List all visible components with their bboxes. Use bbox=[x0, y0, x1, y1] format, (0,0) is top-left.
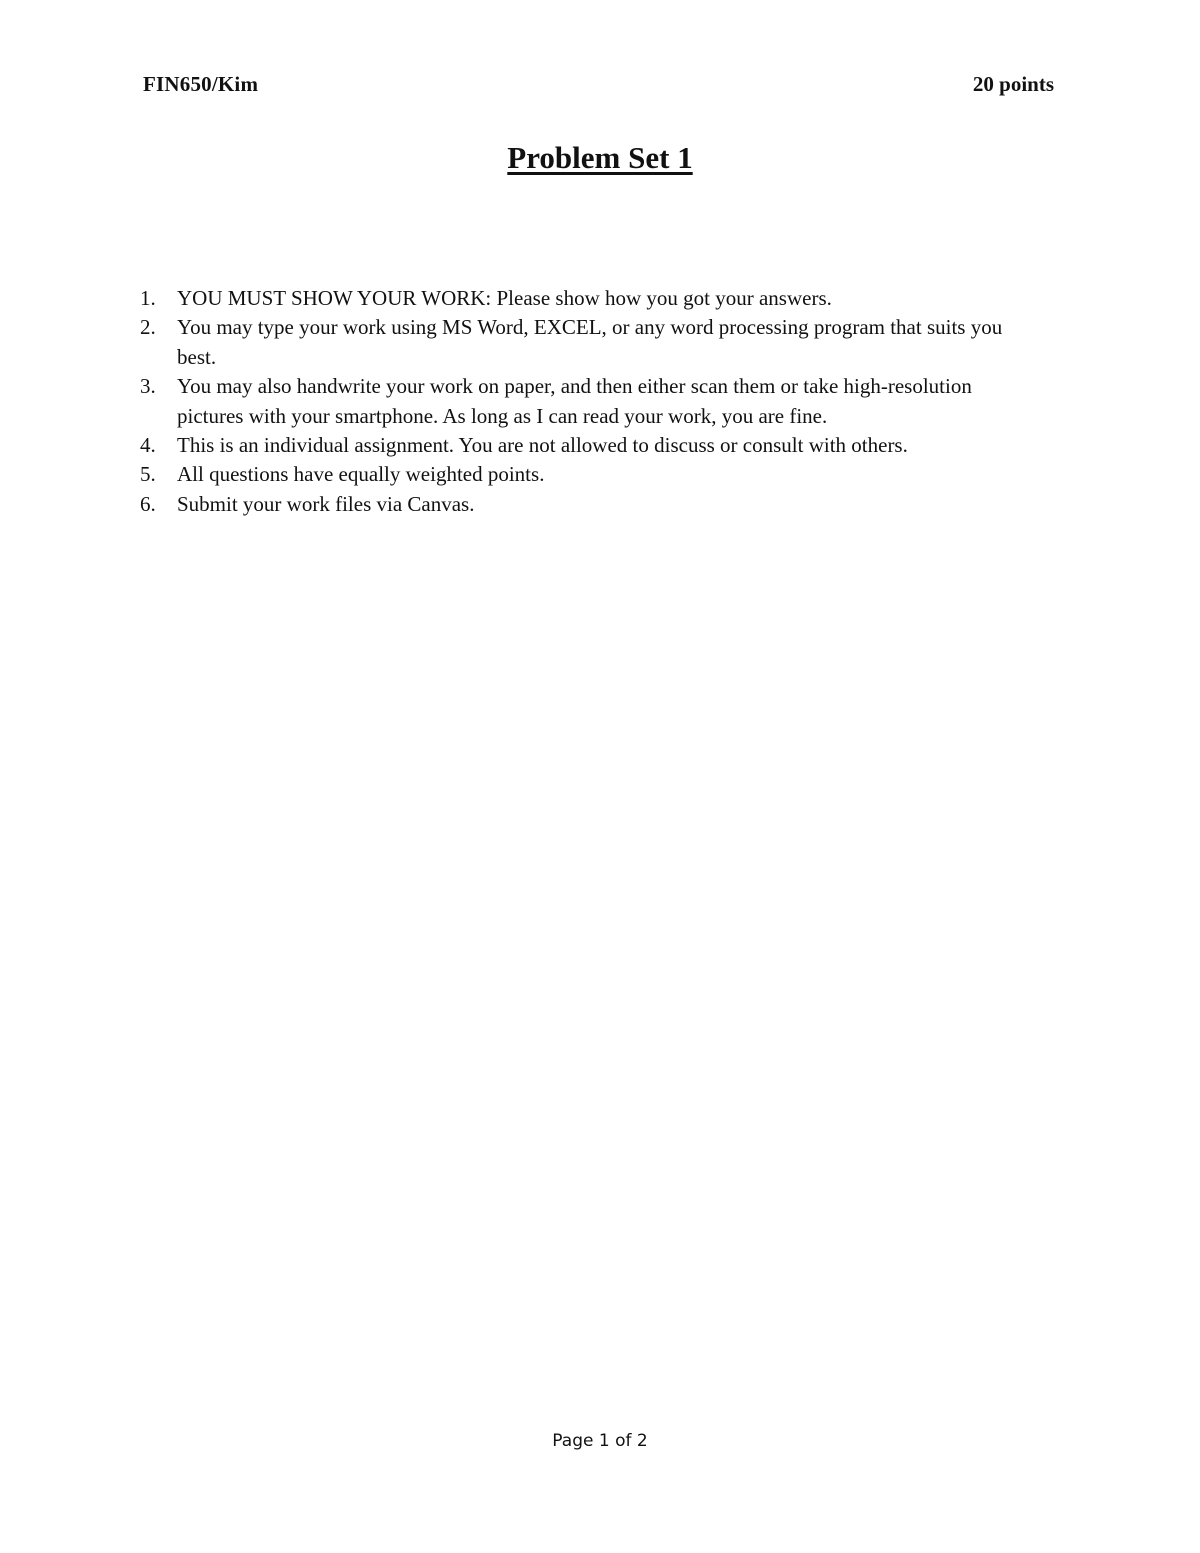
instruction-number: 1. bbox=[140, 286, 156, 310]
instruction-number: 3. bbox=[140, 374, 156, 399]
instruction-item bbox=[140, 460, 1040, 489]
instruction-text: You may also handwrite your work on paper, and then either scan them or take high-resolution pictures with your smartphone. As long as I can read your work, you are fine. bbox=[177, 374, 972, 428]
instruction-text: You may type your work using MS Word, EXCEL, or any word processing program that suits you best. bbox=[177, 315, 1003, 369]
instruction-item bbox=[140, 313, 1040, 372]
instruction-item bbox=[140, 490, 1040, 519]
points-label: 20 points bbox=[972, 72, 1054, 96]
instruction-text: This is an individual assignment. You are not allowed to discuss or consult with others. bbox=[177, 433, 908, 458]
instruction-number: 2. bbox=[140, 315, 156, 340]
instructions-list bbox=[140, 284, 1040, 519]
page-title: Problem Set 1 bbox=[507, 140, 693, 175]
instruction-item bbox=[140, 431, 1040, 460]
instruction-text: All questions have equally weighted points. bbox=[177, 462, 545, 487]
instruction-text: YOU MUST SHOW YOUR WORK: Please show how you got your answers. bbox=[177, 286, 832, 310]
instruction-number: 5. bbox=[140, 462, 156, 487]
instruction-item bbox=[140, 372, 1040, 431]
page-number: Page 1 of 2 bbox=[552, 1431, 648, 1451]
course-label: FIN650/Kim bbox=[143, 72, 259, 96]
instruction-text: Submit your work files via Canvas. bbox=[177, 491, 475, 516]
instruction-number: 4. bbox=[140, 433, 156, 458]
instruction-item bbox=[140, 284, 1040, 313]
instruction-number: 6. bbox=[140, 491, 156, 516]
